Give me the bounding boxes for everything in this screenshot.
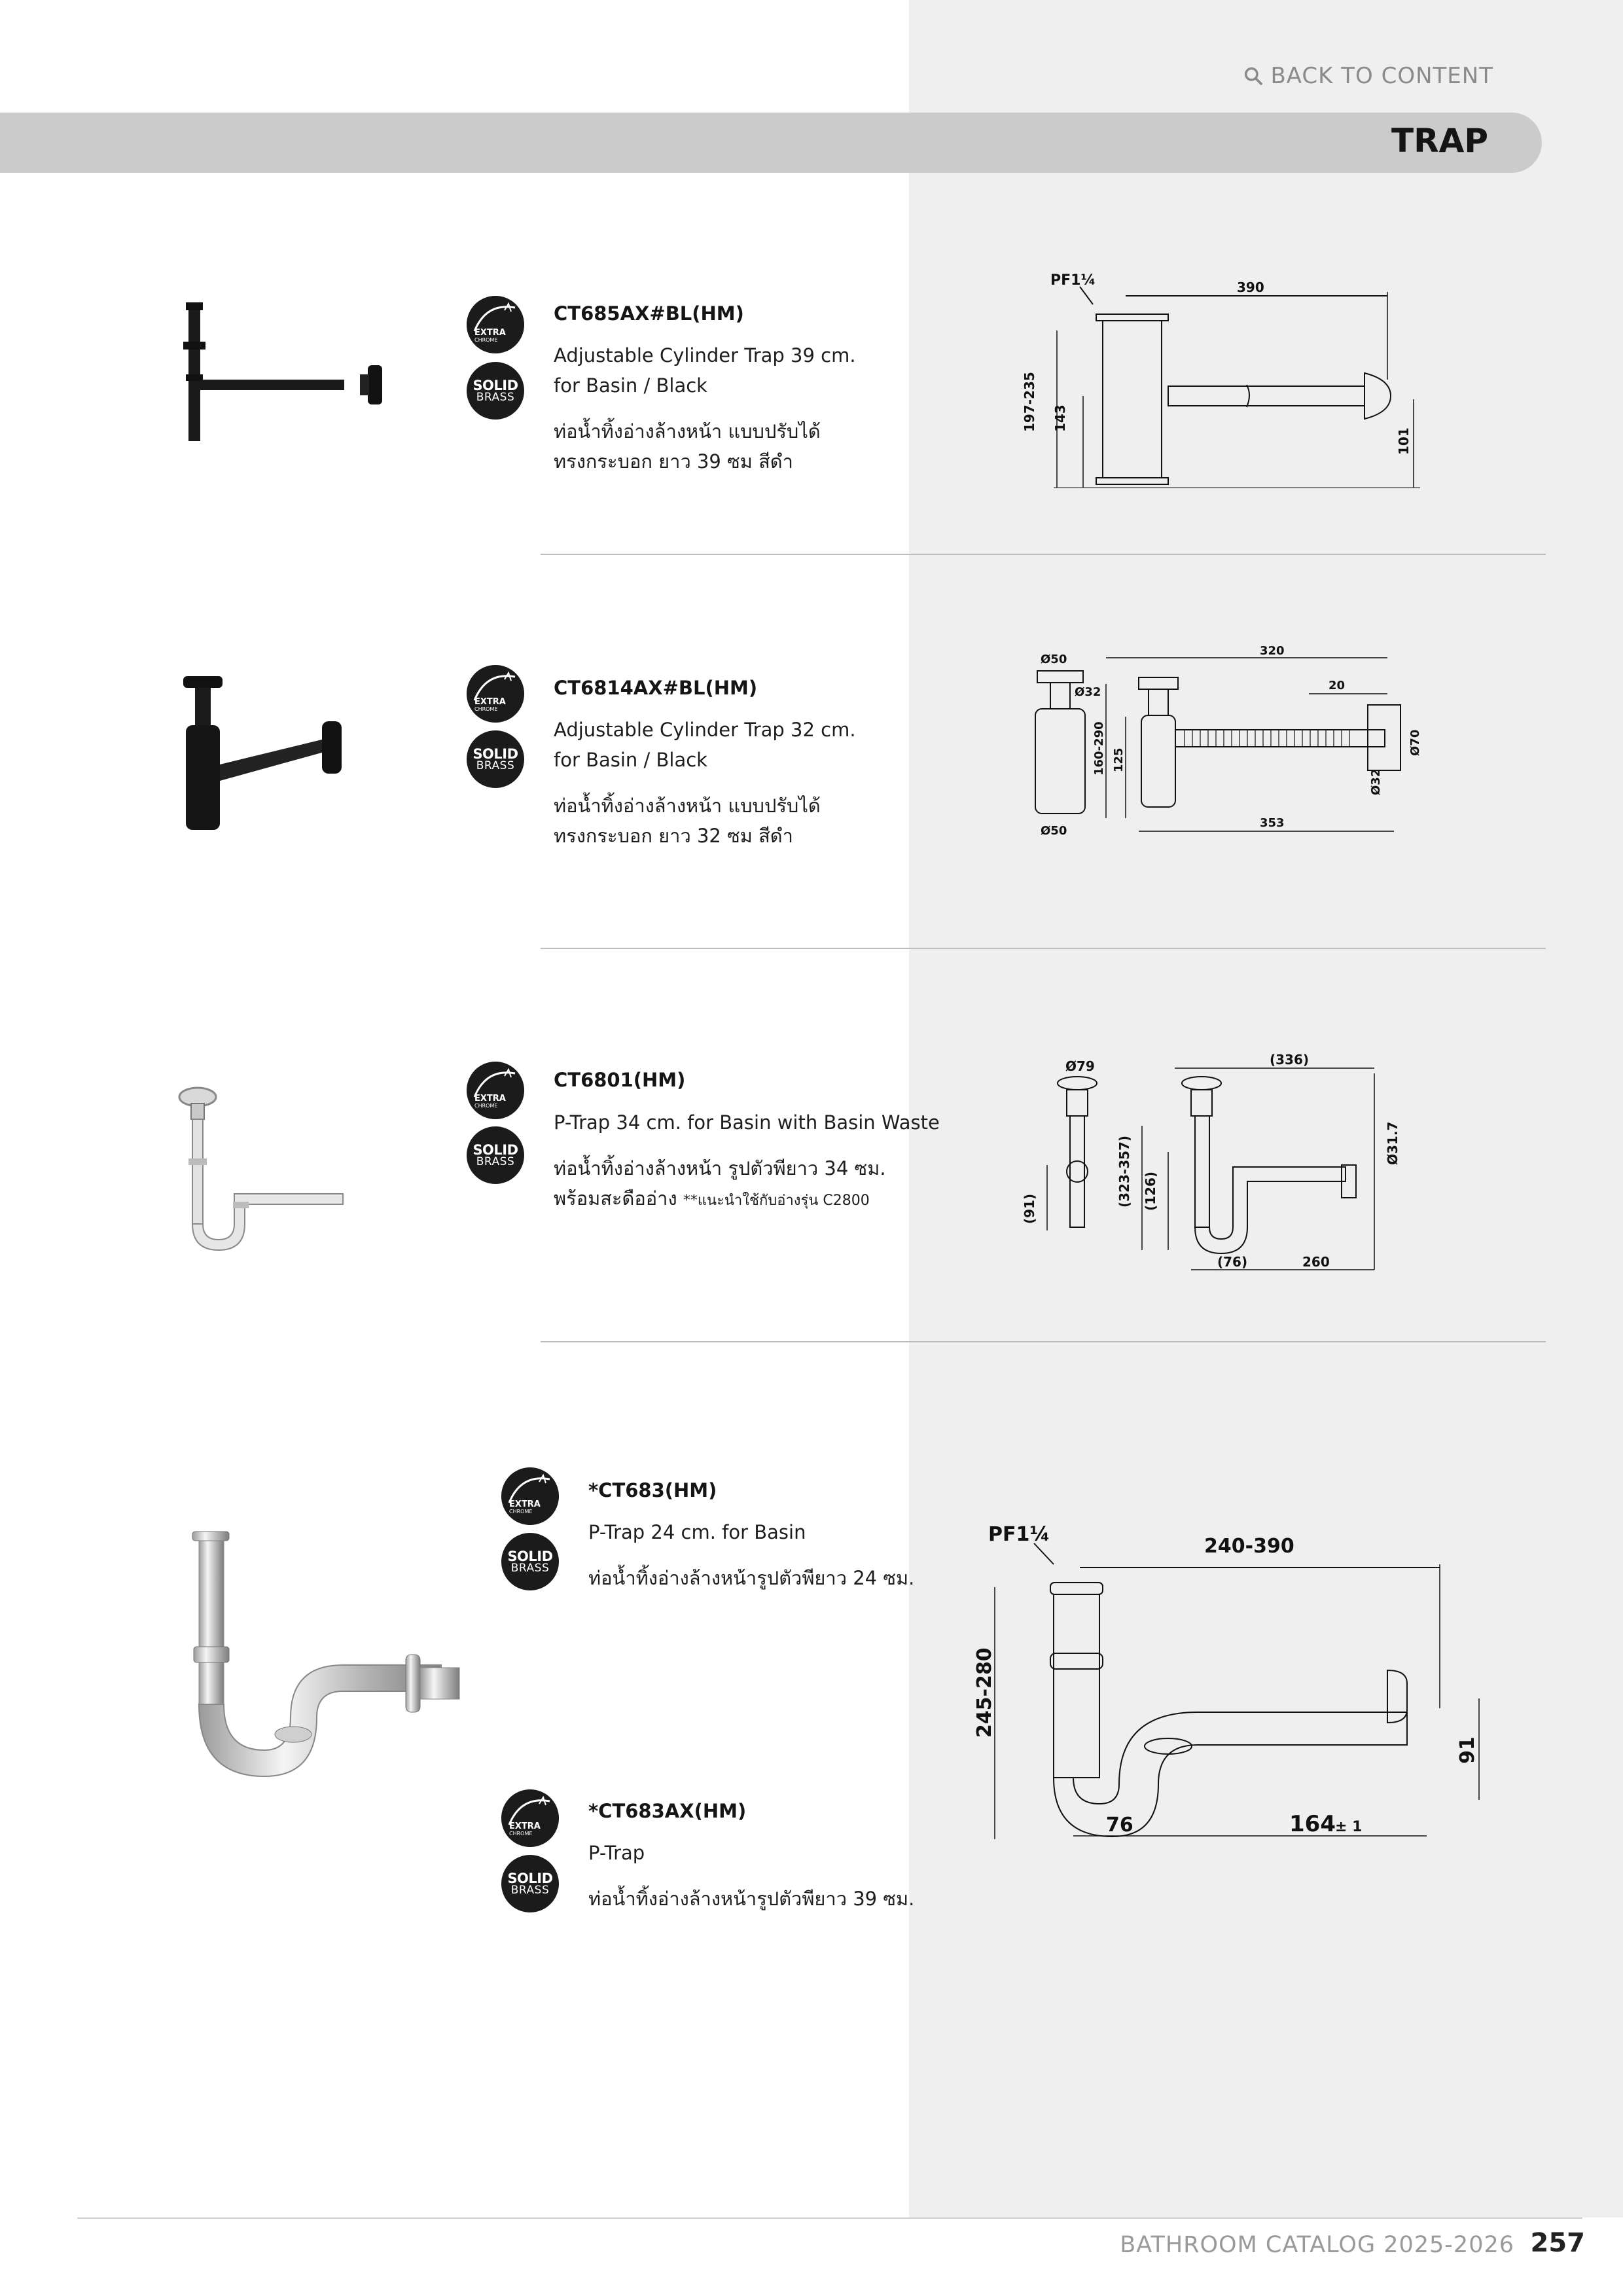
dim-length: 390 — [1237, 279, 1264, 295]
product-description-thai — [554, 1183, 870, 1213]
product-sku: *CT683(HM) — [588, 1479, 717, 1501]
dim-height: 125 — [1112, 747, 1126, 772]
svg-text:CHROME: CHROME — [474, 337, 498, 343]
svg-text:CHROME: CHROME — [474, 1103, 498, 1109]
dim-left-h: (91) — [1022, 1193, 1037, 1224]
dim-top-len: (336) — [1270, 1054, 1310, 1067]
solid-brass-badge — [467, 730, 524, 788]
brass-label: BRASS — [476, 390, 515, 404]
solid-label: SOLID — [473, 1141, 518, 1158]
svg-text:CHROME: CHROME — [509, 1831, 533, 1837]
product-description-thai: ท่อน้ำทิ้งอ่างล้างหน้า แบบปรับได้ — [554, 420, 821, 442]
dim-bottom-b: 164 — [1289, 1811, 1336, 1837]
svg-text:EXTRA: EXTRA — [474, 328, 506, 338]
dim-length-range: 240-390 — [1204, 1535, 1294, 1558]
product-sku: CT6801(HM) — [554, 1069, 686, 1091]
section-divider — [541, 948, 1546, 949]
solid-label: SOLID — [473, 745, 518, 762]
product-description-thai: ท่อน้ำทิ้งอ่างล้างหน้า แบบปรับได้ — [554, 795, 821, 817]
section-divider — [541, 554, 1546, 555]
dim-length: 353 — [1260, 816, 1285, 830]
solid-brass-badge — [467, 362, 524, 420]
svg-text:CHROME: CHROME — [509, 1509, 533, 1515]
solid-label: SOLID — [507, 1870, 553, 1886]
product-description: P-Trap 24 cm. for Basin — [588, 1521, 806, 1543]
extra-chrome-badge — [501, 1789, 559, 1847]
dim-offset: 91 — [1456, 1736, 1479, 1764]
dim-top-dia: Ø79 — [1065, 1058, 1095, 1074]
dim-height-range: 197-235 — [1022, 372, 1037, 432]
product-description-thai: ท่อน้ำทิ้งอ่างล้างหน้ารูปตัวพียาว 39 ซม. — [588, 1888, 915, 1910]
technical-drawing-ct685ax — [1021, 268, 1427, 497]
back-to-content-link[interactable] — [1243, 63, 1493, 89]
product-photo-ct6801 — [177, 1086, 360, 1257]
solid-label: SOLID — [473, 377, 518, 393]
thai-line: พร้อมสะดืออ่าง — [554, 1187, 677, 1210]
extra-chrome-badge — [467, 665, 524, 723]
product-description: Adjustable Cylinder Trap 39 cm. — [554, 344, 856, 367]
dim-height-range: 245-280 — [973, 1647, 996, 1738]
product-description: P-Trap 34 cm. for Basin with Basin Waste — [554, 1111, 940, 1134]
dim-gap: 20 — [1329, 679, 1346, 692]
product-description: for Basin / Black — [554, 749, 707, 771]
dim-offset: (76) — [1217, 1254, 1248, 1270]
solid-brass-badge — [501, 1855, 559, 1912]
product-photo-ct685ax — [177, 302, 386, 446]
dim-top-len: 320 — [1260, 645, 1285, 658]
product-photo-ct6814ax — [177, 673, 366, 836]
product-description: P-Trap — [588, 1842, 645, 1864]
extra-chrome-badge — [501, 1467, 559, 1525]
dim-offset: 101 — [1396, 427, 1412, 455]
svg-text:EXTRA: EXTRA — [474, 1094, 506, 1103]
dim-height: 143 — [1052, 404, 1068, 432]
technical-drawing-ct6814ax — [1021, 645, 1440, 841]
extra-chrome-badge — [467, 1062, 524, 1119]
dim-bottom-dia: Ø50 — [1041, 824, 1067, 838]
dim-tolerance: ± 1 — [1335, 1819, 1363, 1835]
dim-length: 260 — [1302, 1254, 1330, 1270]
section-title: TRAP — [1391, 122, 1488, 160]
section-divider — [541, 1341, 1546, 1342]
product-description-thai: ทรงกระบอก ยาว 32 ซม สีดำ — [554, 825, 793, 847]
product-sku: *CT683AX(HM) — [588, 1800, 747, 1822]
section-header-bar — [0, 113, 1542, 173]
dim-right-dia32: Ø32 — [1369, 768, 1383, 795]
technical-drawing-ct683 — [969, 1512, 1492, 1852]
footer-divider — [77, 2217, 1582, 2219]
brass-label: BRASS — [476, 759, 515, 772]
svg-text:EXTRA: EXTRA — [509, 1821, 541, 1831]
dim-dia32: Ø32 — [1075, 685, 1101, 699]
dim-thread: PF1¼ — [988, 1523, 1050, 1546]
brass-label: BRASS — [510, 1883, 550, 1897]
svg-text:EXTRA: EXTRA — [474, 697, 506, 707]
technical-drawing-ct6801 — [1021, 1054, 1427, 1276]
svg-text:EXTRA: EXTRA — [509, 1499, 541, 1509]
extra-chrome-badge — [467, 296, 524, 353]
product-sku: CT685AX#BL(HM) — [554, 302, 744, 325]
product-sku: CT6814AX#BL(HM) — [554, 677, 758, 699]
brass-label: BRASS — [476, 1155, 515, 1168]
product-photo-ct683 — [183, 1518, 471, 1806]
back-to-content-label[interactable]: BACK TO CONTENT — [1270, 63, 1493, 89]
solid-label: SOLID — [507, 1548, 553, 1564]
dim-mid-h: (126) — [1143, 1171, 1158, 1211]
dim-height-range: 160-290 — [1092, 721, 1106, 776]
usage-note: **แนะนำใช้กับอ่างรุ่น C2800 — [683, 1193, 870, 1209]
dim-right-dia70: Ø70 — [1408, 729, 1422, 756]
svg-text:CHROME: CHROME — [474, 706, 498, 712]
product-description-thai: ทรงกระบอก ยาว 39 ซม สีดำ — [554, 450, 793, 473]
brass-label: BRASS — [510, 1561, 550, 1575]
footer-catalog-title: BATHROOM CATALOG 2025-2026 — [1120, 2232, 1514, 2258]
dim-right-dia: Ø31.7 — [1385, 1121, 1400, 1165]
solid-brass-badge — [501, 1533, 559, 1590]
dim-range: (323-357) — [1116, 1135, 1132, 1208]
product-description: for Basin / Black — [554, 374, 707, 397]
dim-bottom-a: 76 — [1106, 1814, 1133, 1837]
search-icon — [1243, 65, 1264, 86]
product-description: Adjustable Cylinder Trap 32 cm. — [554, 719, 856, 741]
solid-brass-badge — [467, 1126, 524, 1184]
product-description-thai: ท่อน้ำทิ้งอ่างล้างหน้ารูปตัวพียาว 24 ซม. — [588, 1567, 915, 1589]
page-number: 257 — [1530, 2228, 1585, 2258]
product-description-thai: ท่อน้ำทิ้งอ่างล้างหน้า รูปตัวพียาว 34 ซม. — [554, 1157, 886, 1179]
dim-top-dia: Ø50 — [1041, 653, 1067, 666]
dim-thread: PF1¼ — [1050, 272, 1096, 289]
